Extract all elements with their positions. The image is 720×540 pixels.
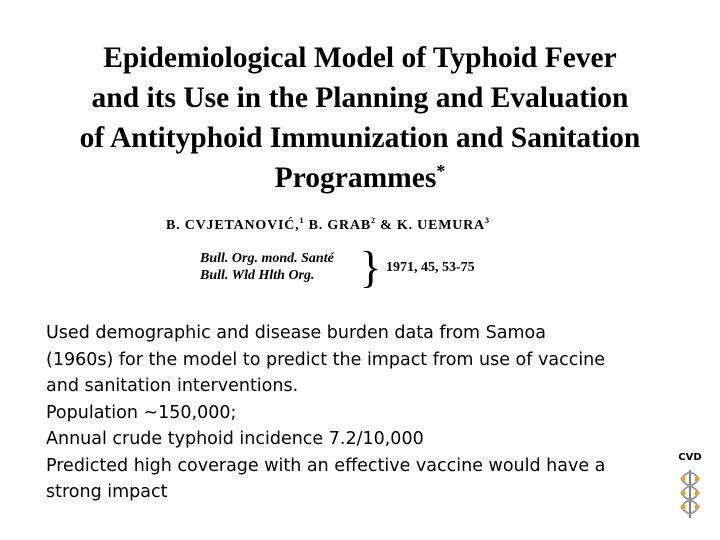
- title-line-3: of Antityphoid Immunization and Sanitation: [79, 122, 641, 154]
- paper-title: [0, 38, 720, 198]
- author-1-affiliation: 1: [299, 216, 305, 225]
- body-line-1: Used demographic and disease burden data from Samoa: [46, 323, 546, 343]
- citation-journals: [200, 250, 334, 284]
- citation-year: 1971,: [386, 260, 418, 275]
- body-line-7: strong impact: [46, 482, 168, 502]
- title-line-1: Epidemiological Model of Typhoid Fever: [103, 42, 617, 74]
- slide-body-text: [46, 320, 686, 506]
- journal-name-french: Bull. Org. mond. Santé: [200, 251, 334, 266]
- citation-brace: }: [360, 243, 382, 292]
- author-3-affiliation: 3: [484, 216, 490, 225]
- caduceus-icon: [670, 452, 710, 522]
- body-line-3: and sanitation interventions.: [46, 376, 299, 396]
- author-list: [166, 216, 490, 234]
- body-line-6: Predicted high coverage with an effective vaccine would have a: [46, 455, 606, 476]
- cvd-logo-text: CVD: [678, 452, 702, 463]
- body-line-5: Annual crude typhoid incidence 7.2/10,000: [46, 429, 424, 449]
- title-line-4: [0, 158, 720, 198]
- citation-pages: 53-75: [442, 260, 475, 275]
- title-line-2: and its Use in the Planning and Evaluation: [91, 82, 629, 114]
- cvd-logo: [670, 452, 710, 522]
- author-3: & K. UEMURA: [380, 218, 485, 233]
- body-line-2: (1960s) for the model to predict the impact from use of vaccine: [46, 349, 606, 370]
- journal-name-english: Bull. Wld Hlth Org.: [200, 268, 315, 283]
- title-footnote-mark: *: [436, 161, 446, 181]
- author-2: B. GRAB: [308, 218, 371, 233]
- title-line-4-text: Programmes: [274, 162, 437, 194]
- body-line-4: Population ~150,000;: [46, 402, 237, 423]
- citation-reference: [386, 260, 475, 276]
- author-2-affiliation: 2: [371, 216, 376, 225]
- author-1: B. CVJETANOVIĆ,: [166, 218, 300, 233]
- citation-volume: 45,: [421, 260, 439, 275]
